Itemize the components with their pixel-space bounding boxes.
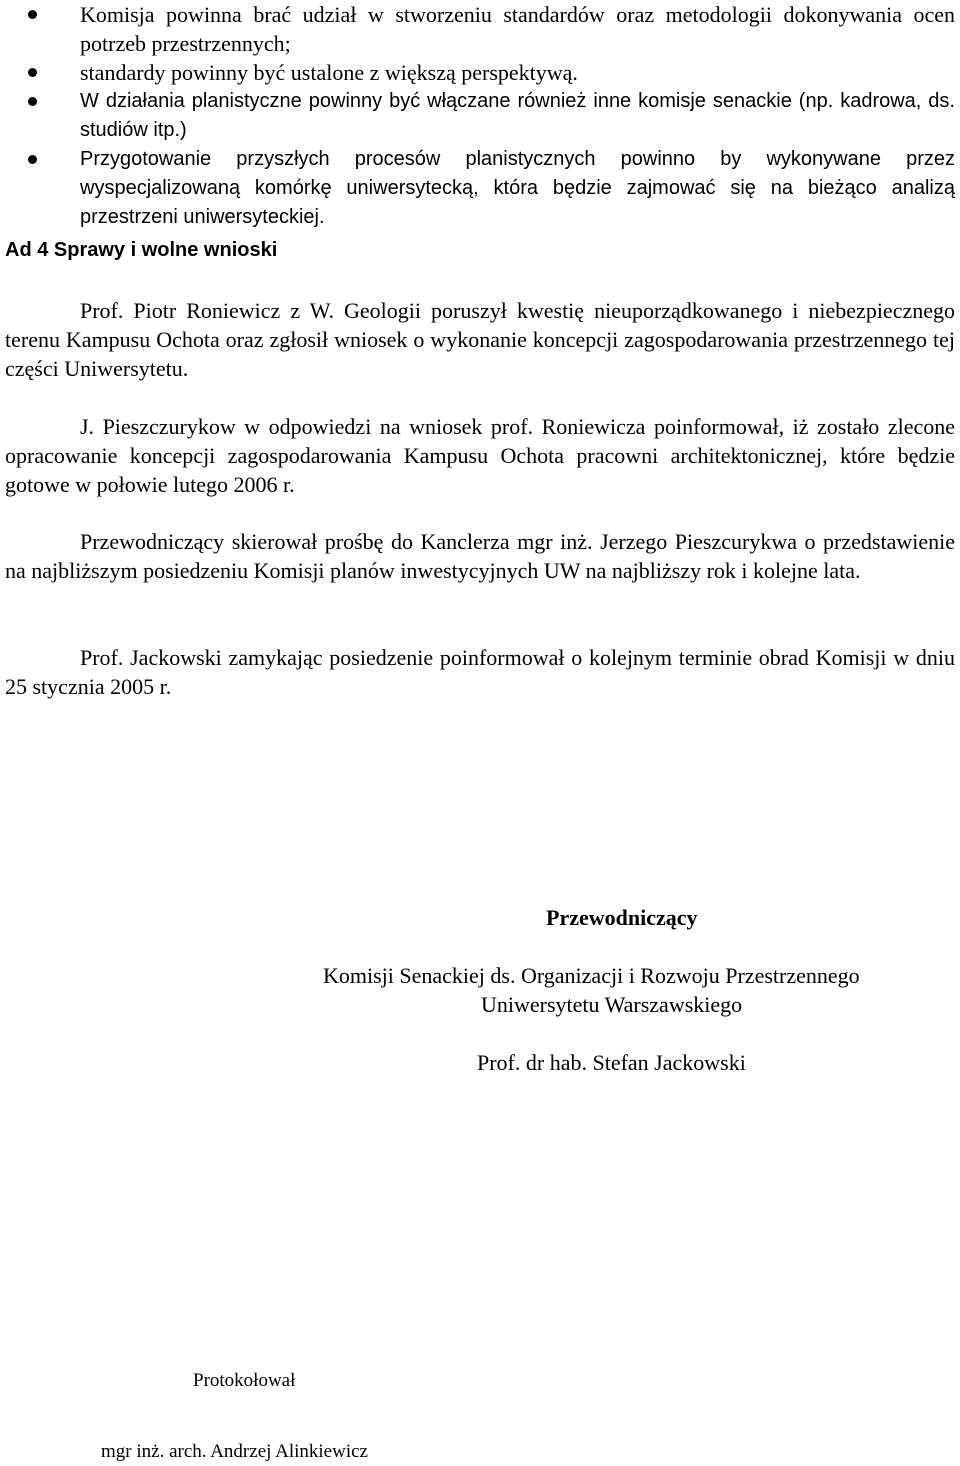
signature-university-line: Uniwersytetu Warszawskiego xyxy=(481,992,743,1017)
protocol-author: mgr inż. arch. Andrzej Alinkiewicz xyxy=(101,1441,368,1462)
list-item xyxy=(0,58,955,87)
paragraph: Prof. Jackowski zamykając posiedzenie poinformował o kolejnym terminie obrad Komisji w dniu 25 stycznia 2005 r. xyxy=(5,645,955,699)
section-heading: Ad 4 Sprawy i wolne wnioski xyxy=(5,239,278,261)
list-item-text: Komisja powinna brać udział w stworzeniu standardów oraz metodologii dokonywania ocen potrzeb przestrzennych; xyxy=(80,2,955,56)
signature-name: Prof. dr hab. Stefan Jackowski xyxy=(477,1050,746,1075)
recommendations-list xyxy=(0,0,955,232)
list-item-text: Przygotowanie przyszłych procesów planistycznych powinno by wykonywane przez wyspecjalizowaną komórkę uniwersytecką, która będzie zajmować się na bieżąco analizą przestrzeni uniwersyteckiej. xyxy=(80,148,955,228)
paragraph: Przewodniczący skierował prośbę do Kanclerza mgr inż. Jerzego Pieszcurykwa o przedstawienie na najbliższym posiedzeniu Komisji planów inwestycyjnych UW na najbliższy rok i kolejne lata. xyxy=(5,529,955,583)
signature-committee-line: Komisji Senackiej ds. Organizacji i Rozwoju Przestrzennego xyxy=(323,963,860,988)
bullet-icon xyxy=(28,155,37,164)
bullet-icon xyxy=(28,97,37,106)
list-item xyxy=(0,87,955,145)
list-item xyxy=(0,145,955,232)
paragraph: J. Pieszczurykow w odpowiedzi na wniosek prof. Roniewicza poinformował, iż zostało zlecone opracowanie koncepcji zagospodarowania Kampusu Ochota pracowni architektonicznej, które będzie gotowe w połowie lutego 2006 r. xyxy=(5,414,955,497)
paragraph: Prof. Piotr Roniewicz z W. Geologii poruszył kwestię nieuporządkowanego i niebezpiecznego terenu Kampusu Ochota oraz zgłosił wniosek o wykonanie koncepcji zagospodarowania przestrzennego tej części Uniwersytetu. xyxy=(5,298,955,381)
bullet-icon xyxy=(28,68,37,77)
signature-title: Przewodniczący xyxy=(546,905,698,930)
bullet-icon xyxy=(28,10,37,19)
list-item xyxy=(0,0,955,58)
list-item-text: W działania planistyczne powinny być włączane również inne komisje senackie (np. kadrowa, ds. studiów itp.) xyxy=(80,90,955,141)
list-item-text: standardy powinny być ustalone z większą perspektywą. xyxy=(80,60,578,85)
protocol-label: Protokołował xyxy=(193,1370,296,1391)
